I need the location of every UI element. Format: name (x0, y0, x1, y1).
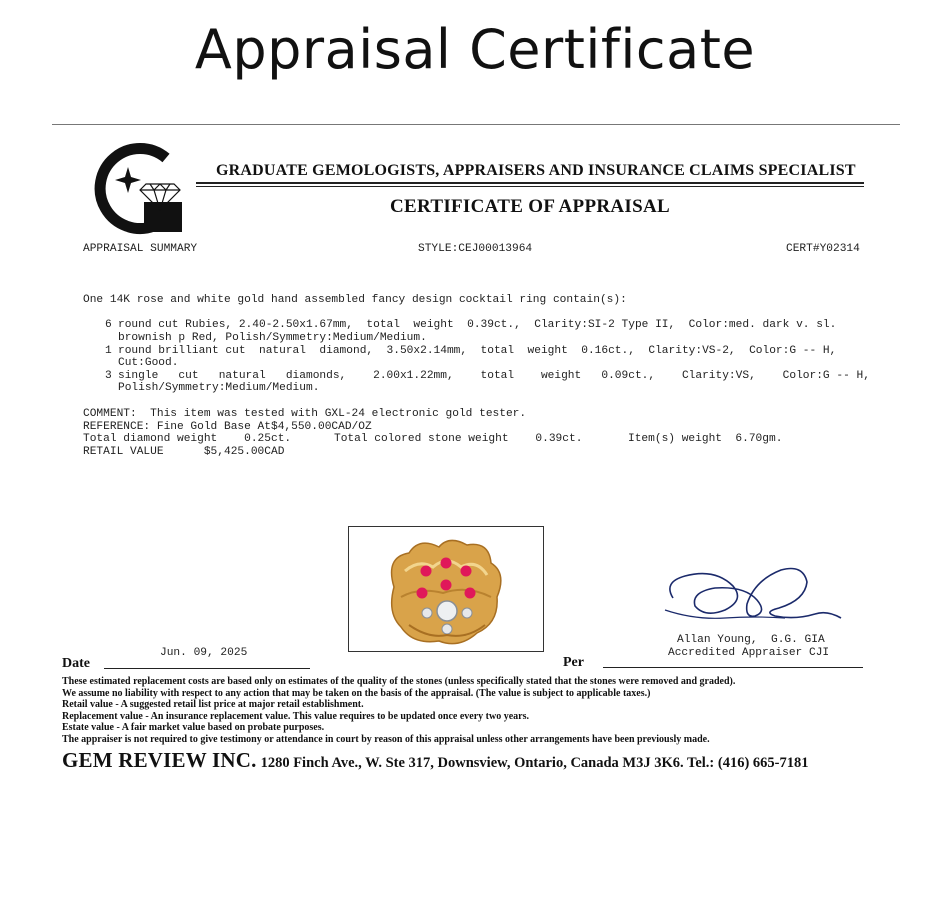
top-divider (52, 124, 900, 125)
stone-qty: 1 (105, 345, 112, 357)
ring-photo (348, 526, 544, 652)
cert-number: CERT#Y02314 (786, 243, 860, 255)
stone-qty: 6 (105, 319, 112, 331)
total-diamond-weight: Total diamond weight 0.25ct. (83, 433, 292, 445)
stone-qty: 3 (105, 370, 112, 382)
disclaimer-line: The appraiser is not required to give testimony or attendance in court by reason of this appraisal unless other arrangements have been previously made. (62, 734, 710, 745)
header-rule (196, 182, 864, 184)
style-number: STYLE:CEJ00013964 (418, 243, 533, 255)
per-underline (603, 667, 863, 668)
total-colored-stone-weight: Total colored stone weight 0.39ct. (334, 433, 583, 445)
signature-scribble (655, 560, 855, 630)
company-name: GEM REVIEW INC. (62, 748, 257, 772)
disclaimer-line: We assume no liability with respect to any action that may be taken on the basis of the appraisal. (The value is subject to applicable taxes.) (62, 688, 651, 699)
logo-g-star-diamond-icon (88, 140, 188, 238)
reference: REFERENCE: Fine Gold Base At$4,550.00CAD/OZ (83, 421, 372, 433)
disclaimer-line: Replacement value - An insurance replacement value. This value requires to be updated once every two years. (62, 711, 530, 722)
appraiser-name: Allan Young, G.G. GIA (677, 634, 825, 646)
org-heading: GRADUATE GEMOLOGISTS, APPRAISERS AND INSURANCE CLAIMS SPECIALIST (216, 162, 856, 179)
stone-line: single cut natural diamonds, 2.00x1.22mm, total weight 0.09ct., Clarity:VS, Color:G -- H, (118, 370, 870, 382)
page-title: Appraisal Certificate (194, 18, 756, 81)
stone-line: round cut Rubies, 2.40-2.50x1.67mm, total weight 0.39ct., Clarity:SI-2 Type II, Color:med. dark v. sl. (118, 319, 837, 331)
stone-line: round brilliant cut natural diamond, 3.50x2.14mm, total weight 0.16ct., Clarity:VS-2, Color:G -- H, (118, 345, 837, 357)
stone-line: brownish p Red, Polish/Symmetry:Medium/Medium. (118, 332, 427, 344)
certificate-heading: CERTIFICATE OF APPRAISAL (390, 196, 670, 217)
stone-line: Cut:Good. (118, 357, 179, 369)
appraisal-summary-label: APPRAISAL SUMMARY (83, 243, 198, 255)
stone-line: Polish/Symmetry:Medium/Medium. (118, 382, 320, 394)
date-label: Date (62, 656, 90, 671)
disclaimer-line: These estimated replacement costs are based only on estimates of the quality of the stones (unless specifically stated that the stones were removed and graded). (62, 676, 736, 687)
item-description: One 14K rose and white gold hand assembled fancy design cocktail ring contain(s): (83, 294, 627, 306)
company-address: 1280 Finch Ave., W. Ste 317, Downsview, Ontario, Canada M3J 3K6. Tel.: (416) 665-7181 (260, 755, 809, 771)
disclaimer-line: Estate value - A fair market value based on probate purposes. (62, 722, 325, 733)
disclaimer-line: Retail value - A suggested retail list price at major retail establishment. (62, 699, 364, 710)
item-weight: Item(s) weight 6.70gm. (628, 433, 783, 445)
date-value: Jun. 09, 2025 (160, 647, 248, 659)
comment: COMMENT: This item was tested with GXL-24 electronic gold tester. (83, 408, 527, 420)
retail-value: RETAIL VALUE $5,425.00CAD (83, 446, 285, 458)
header-rule-thin (196, 186, 864, 187)
appraiser-title: Accredited Appraiser CJI (668, 647, 830, 659)
footer (62, 748, 809, 773)
date-underline (104, 668, 310, 669)
per-label: Per (563, 655, 584, 670)
